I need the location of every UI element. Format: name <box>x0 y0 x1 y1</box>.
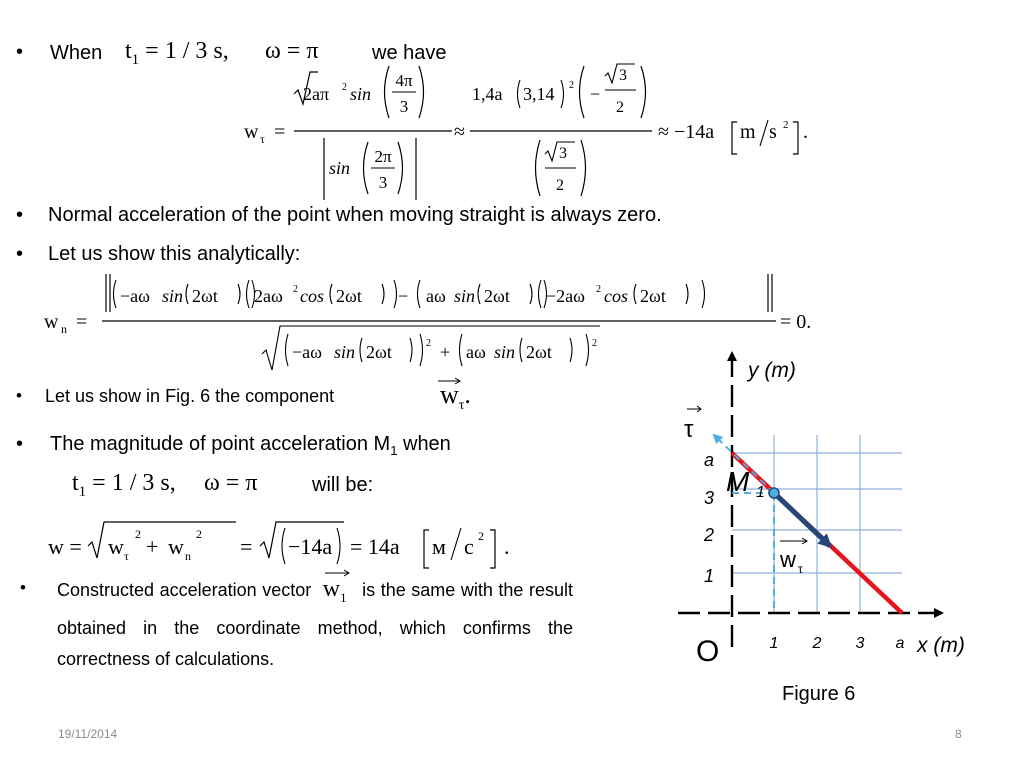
svg-text:.: . <box>504 534 510 559</box>
svg-text:τ: τ <box>798 562 803 576</box>
y-axis-label: y (m) <box>748 359 796 382</box>
svg-text:−aω: −aω <box>120 286 150 306</box>
figure-6 <box>670 345 1010 670</box>
bullet-5-will-be: will be: <box>312 474 374 496</box>
bullet-4-vector-arrow <box>436 376 464 386</box>
svg-text:−2aω: −2aω <box>546 286 585 306</box>
origin-label: O <box>696 635 720 668</box>
bullet-1-omega-expr: ω = π <box>265 38 319 64</box>
svg-text:2ωt: 2ωt <box>484 286 510 306</box>
svg-text:−: − <box>590 84 601 104</box>
svg-text:sin: sin <box>454 286 476 306</box>
equation-w-tau <box>240 58 820 206</box>
bullet-3-marker: • <box>16 243 24 265</box>
bullet-1-marker: • <box>16 41 24 63</box>
bullet-5-time-expr: $t_1 = 1 / 3$ s, <box>72 470 176 500</box>
bullet-1-time-expr: $t_1 = 1 / 3$ s, <box>125 38 229 68</box>
bullet-6-marker: • <box>20 578 26 597</box>
bullet-5-text: The magnitude of point acceleration $M_1$ when <box>50 433 451 458</box>
bullet-4-marker: • <box>16 386 22 405</box>
w-tau-label: w <box>780 547 796 572</box>
bullet-6-paragraph: Constructed acceleration vector $w_1$ is the same with the result obtained in the coordinate method, which confirms the correctness of calculations. <box>57 574 573 675</box>
bullet-4-w-tau-symbol: $w_\tau$. <box>440 380 471 414</box>
svg-text:2: 2 <box>135 527 141 541</box>
bullet-3-text: Let us show this analytically: <box>48 243 301 265</box>
bullet-6-w1-symbol: $w_1$ <box>323 574 347 613</box>
bullet-2-marker: • <box>16 204 24 226</box>
svg-text:=: = <box>274 121 286 143</box>
eq1-numerator-a: 2aπ <box>303 84 330 104</box>
svg-text:sin: sin <box>162 286 184 306</box>
eq1-numerator-b: 1,4a <box>472 84 503 104</box>
svg-text:3: 3 <box>399 97 409 116</box>
svg-text:2ωt: 2ωt <box>192 286 218 306</box>
svg-text:c: c <box>464 534 474 559</box>
bullet-1-suffix: we have <box>372 42 447 64</box>
svg-text:3: 3 <box>619 67 627 84</box>
svg-text:w: w <box>108 534 124 559</box>
svg-text:2: 2 <box>196 527 202 541</box>
tau-label: τ <box>684 416 694 443</box>
x-tick-1: 1 <box>769 635 779 652</box>
svg-text:τ: τ <box>260 132 265 146</box>
eq2-lhs: w <box>44 311 59 333</box>
svg-text:+: + <box>146 534 159 559</box>
svg-text:w =: w = <box>48 534 82 559</box>
svg-text:sin: sin <box>350 84 372 104</box>
bullet-2-text: Normal acceleration of the point when moving straight is always zero. <box>48 204 662 226</box>
point-m1-label: M <box>726 466 750 497</box>
svg-text:м: м <box>432 534 446 559</box>
svg-text:2ωt: 2ωt <box>640 286 666 306</box>
bullet-5-marker: • <box>16 433 24 455</box>
svg-text:τ: τ <box>124 549 129 563</box>
equation-w-total <box>44 512 544 576</box>
svg-text:−aω: −aω <box>292 342 322 362</box>
svg-text:= 14a: = 14a <box>350 534 400 559</box>
eq1-result: ≈ −14a <box>658 121 715 143</box>
svg-text:2ωt: 2ωt <box>366 342 392 362</box>
svg-text:2π: 2π <box>374 147 392 166</box>
y-tick-1: 1 <box>703 566 714 586</box>
eq2-result: = 0. <box>780 311 812 333</box>
bullet-1-prefix: When <box>50 42 103 64</box>
x-axis-label: x (m) <box>917 634 965 657</box>
svg-text:+: + <box>440 342 451 362</box>
svg-text:2: 2 <box>556 177 564 194</box>
svg-text:2: 2 <box>569 80 574 91</box>
x-tick-2: 2 <box>812 635 822 652</box>
x-tick-a: a <box>895 635 905 652</box>
svg-text:aω: aω <box>466 342 486 362</box>
bullet-4-text: Let us show in Fig. 6 the component <box>45 386 335 406</box>
svg-text:2: 2 <box>596 284 601 295</box>
svg-text:sin: sin <box>494 342 516 362</box>
bullet-6-vector-arrow <box>323 568 353 578</box>
point-m1-sub: 1 <box>756 484 765 501</box>
svg-text:aω: aω <box>426 286 446 306</box>
svg-text:cos: cos <box>604 286 628 306</box>
svg-text:n: n <box>61 322 67 336</box>
svg-text:sin: sin <box>334 342 356 362</box>
svg-text:2: 2 <box>592 338 597 349</box>
svg-text:2: 2 <box>616 99 624 116</box>
svg-text:w: w <box>168 534 184 559</box>
svg-text:4π: 4π <box>395 71 413 90</box>
y-tick-a: a <box>703 450 714 470</box>
x-tick-3: 3 <box>855 635 865 652</box>
svg-text:=: = <box>240 534 253 559</box>
svg-text:.: . <box>803 121 808 143</box>
svg-text:2: 2 <box>426 338 431 349</box>
svg-text:−14a: −14a <box>288 534 333 559</box>
svg-text:sin: sin <box>329 158 351 178</box>
svg-text:2ωt: 2ωt <box>336 286 362 306</box>
svg-text:2ωt: 2ωt <box>526 342 552 362</box>
eq1-lhs: w <box>244 121 259 143</box>
y-tick-2: 2 <box>703 525 714 545</box>
figure-caption: Figure 6 <box>782 683 856 705</box>
footer-date: 19/11/2014 <box>58 727 118 741</box>
svg-text:3,14: 3,14 <box>523 84 555 104</box>
svg-text:=: = <box>76 311 88 333</box>
svg-text:−: − <box>398 286 409 306</box>
svg-text:s: s <box>769 121 777 143</box>
y-tick-3: 3 <box>703 488 714 508</box>
svg-text:≈: ≈ <box>454 121 465 143</box>
svg-text:m: m <box>740 121 756 143</box>
svg-text:3: 3 <box>559 145 567 162</box>
svg-text:3: 3 <box>378 173 388 192</box>
svg-text:2aω: 2aω <box>254 286 283 306</box>
bullet-5-omega-expr: ω = π <box>204 470 258 496</box>
svg-text:cos: cos <box>300 286 324 306</box>
svg-text:2: 2 <box>293 284 298 295</box>
footer-page-number: 8 <box>955 727 962 741</box>
svg-text:2: 2 <box>342 82 347 93</box>
svg-text:2: 2 <box>783 119 789 131</box>
svg-text:n: n <box>185 549 191 563</box>
svg-text:2: 2 <box>478 529 484 543</box>
point-m1 <box>769 488 779 498</box>
